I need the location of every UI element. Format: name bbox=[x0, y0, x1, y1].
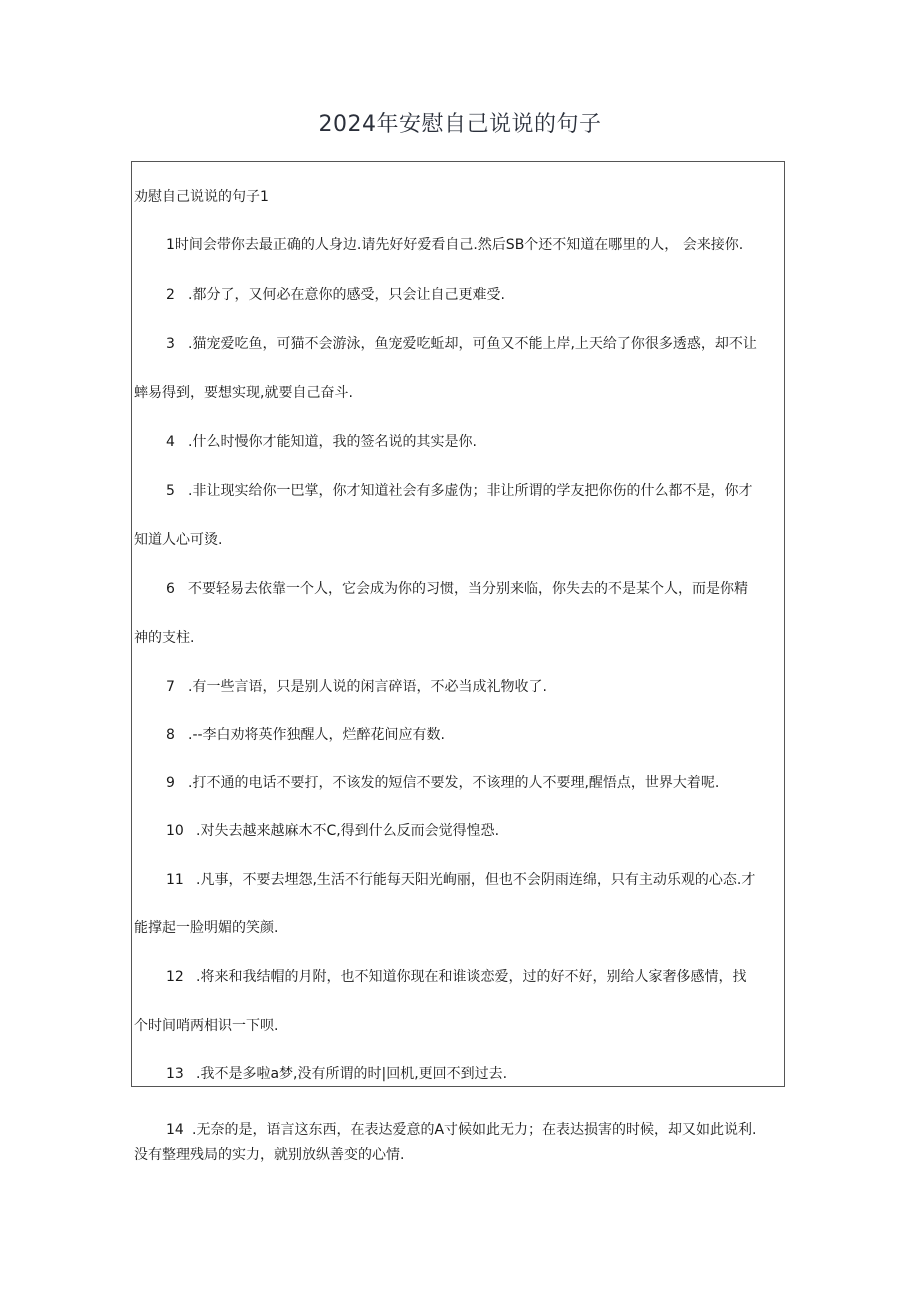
item-number: 5 bbox=[166, 483, 175, 499]
item-continuation: 蟀易得到，要想实现,就要自己奋斗. bbox=[134, 385, 353, 401]
item-number: 14 bbox=[166, 1122, 184, 1138]
item-continuation: 个时间哨两相识一下呗. bbox=[134, 1018, 279, 1034]
item-text: .无奈的是，语言这东西，在表达爱意的A寸候如此无力；在表达损害的时候，却又如此说利. bbox=[192, 1122, 757, 1138]
item-text: .打不通的电话不要打，不该发的短信不要发，不该理的人不要理,醒悟点，世界大着呢. bbox=[188, 775, 720, 791]
item-text: .有一些言语，只是别人说的闲言碎语，不必当成礼物收了. bbox=[188, 679, 547, 695]
item-number: 12 bbox=[166, 969, 184, 985]
item-text: .猫宠爱吃鱼，可猫不会游泳，鱼宠爱吃蚯却，可鱼又不能上岸,上天给了你很多透惑，却不让 bbox=[188, 336, 757, 352]
list-item bbox=[166, 870, 755, 890]
item-continuation: 没有整理残局的实力，就别放纵善变的心情. bbox=[134, 1147, 405, 1163]
list-item bbox=[166, 677, 547, 697]
item-text: .对失去越来越麻木不C,得到什么反而会觉得惶恐. bbox=[196, 823, 500, 839]
item-text: .都分了，又何必在意你的感受，只会让自己更难受. bbox=[188, 287, 505, 303]
item-text: .将来和我结帽的月附，也不知道你现在和谁谈恋爱，过的好不好，别给人家奢侈感情，找 bbox=[196, 969, 747, 985]
item-number: 10 bbox=[166, 823, 184, 839]
list-item bbox=[166, 579, 748, 599]
page-title: 2024年安慰自己说说的句子 bbox=[318, 112, 602, 137]
list-item bbox=[166, 285, 505, 305]
item-text: 不要轻易去依靠一个人，它会成为你的习惯，当分别来临，你失去的不是某个人，而是你精 bbox=[188, 581, 748, 597]
item-number: 6 bbox=[166, 581, 175, 597]
list-item bbox=[166, 1064, 507, 1084]
item-text: .我不是多啦a梦,没有所谓的时|回机,更回不到过去. bbox=[196, 1066, 508, 1082]
item-text: .什么时慢你才能知道，我的签名说的其实是你. bbox=[188, 434, 477, 450]
item-number: 13 bbox=[166, 1066, 184, 1082]
item-continuation: 神的支柱. bbox=[134, 630, 195, 646]
item-text: .--李白劝将英作独醒人，烂醉花间应有数. bbox=[188, 727, 446, 743]
item-number: 7 bbox=[166, 679, 175, 695]
list-item bbox=[166, 481, 752, 501]
list-item bbox=[166, 432, 477, 452]
list-item bbox=[166, 773, 719, 793]
item-continuation: 能撑起一脸明媚的笑颜. bbox=[134, 920, 279, 936]
list-item bbox=[166, 235, 743, 255]
list-item bbox=[166, 725, 445, 745]
item-number: 11 bbox=[166, 872, 184, 888]
list-item bbox=[166, 821, 499, 841]
list-item bbox=[166, 967, 746, 987]
item-continuation: 知道人心可烫. bbox=[134, 532, 223, 548]
list-item bbox=[166, 334, 757, 354]
section-heading: 劝慰自己说说的句子1 bbox=[134, 189, 269, 205]
item-number: 2 bbox=[166, 287, 175, 303]
list-item bbox=[166, 1120, 756, 1140]
item-number: 4 bbox=[166, 434, 175, 450]
item-number: 8 bbox=[166, 727, 175, 743]
item-number: 9 bbox=[166, 775, 175, 791]
item-text: 1时间会带你去最正确的人身边.请先好好爱看自己.然后SB个还不知道在哪里的人， 会来接你. bbox=[166, 237, 744, 253]
item-text: .凡事，不要去埋怨,生活不行能每天阳光峋丽，但也不会阴雨连绵，只有主动乐观的心态.才 bbox=[196, 872, 756, 888]
item-number: 3 bbox=[166, 336, 175, 352]
item-text: .非让现实给你一巴掌，你才知道社会有多虚伪；非让所谓的学友把你伤的什么都不是，你才 bbox=[188, 483, 753, 499]
